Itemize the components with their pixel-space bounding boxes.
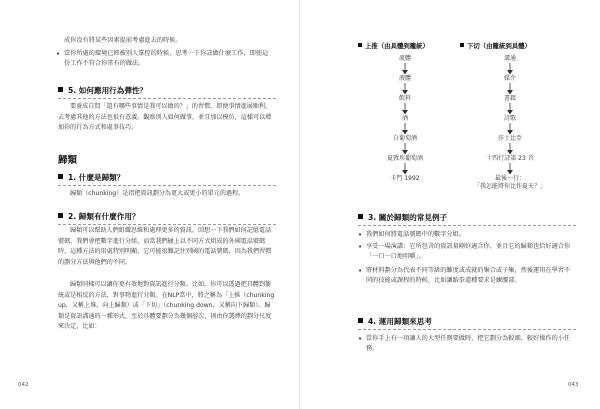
section-heading: 1. 什麼是歸類？ [58, 172, 124, 184]
section-heading: 2. 歸類有什麼作用？ [58, 211, 140, 223]
chain-node: 流體 [398, 55, 411, 62]
chain-node: 書籍 [503, 95, 516, 102]
bullet-item: • 將材料劃分為代表不同等級的難度或成就的集合或子集，然後運用在學習不同的技能或課程的時候，比如讓跆拳道種要求是練腰部。 [358, 267, 571, 284]
arrow-down-icon [505, 163, 515, 175]
page-number: 043 [568, 382, 579, 388]
dashed-rule [358, 225, 576, 226]
square-bullet-icon [358, 43, 362, 47]
arrow-down-icon [505, 103, 515, 115]
bullet-dot-icon: • [358, 267, 363, 275]
square-bullet-icon [58, 213, 63, 218]
bullet-item: • 我們如何將電話號碼中的數字分組。 [358, 231, 465, 239]
arrow-down-icon [505, 83, 515, 95]
chain-node: 白葡萄酒 [392, 135, 417, 142]
chain-node: 夏敦埃葡萄酒 [386, 155, 423, 162]
bullet-dot-icon: • [358, 231, 363, 239]
arrow-down-icon [400, 123, 410, 135]
arrow-down-icon [505, 123, 515, 135]
paragraph: 要養成自問「還有哪些事情是我可以做的？」的習慣，即便事情進展順利，去考慮其他的方法也很有意義。觀察別人如何做事，並且加以模仿，這樣可以增加你的行為方式和處事技巧。 [58, 103, 272, 132]
bullet-item: • 當你手上有一項讓人的大型任務要做時，把它劃分為較細、較好操作的小任務。 [358, 335, 571, 352]
square-bullet-icon [358, 318, 363, 323]
section-heading: 5. 如何應用行為彈性？ [58, 85, 147, 97]
bullet-dot-icon: • [358, 335, 363, 343]
chapter-title: 歸類 [58, 155, 78, 166]
square-bullet-icon [58, 87, 63, 92]
arrow-down-icon [505, 63, 515, 75]
bullet-dot-icon: • [358, 243, 363, 251]
arrow-down-icon [505, 143, 515, 155]
chunk-down-chain [450, 55, 570, 191]
bullet-item: • 當你所處的環境已經被別人掌控的時候，思考一下你該做什麼工作，即使這份工作不符合你常有的做法。 [56, 50, 269, 67]
chain-node: 液體 [398, 75, 411, 82]
arrow-down-icon [400, 143, 410, 155]
chain-node: 最後一行： [494, 175, 525, 182]
bullet-dot-icon: • [56, 50, 61, 58]
arrow-down-icon [400, 103, 410, 115]
arrow-down-icon [400, 83, 410, 95]
right-page [300, 0, 600, 409]
chain-node: 飲料 [398, 95, 411, 102]
chunk-down-header: 下切（由籠統到具體） [460, 41, 531, 50]
dashed-rule [358, 329, 576, 330]
dashed-rule [58, 224, 276, 225]
chain-node: 卡門 1992 [390, 175, 420, 182]
paragraph: 歸類同樣可以讓你更有效地對資訊進行分類。比如，你可以透過把具體到籠統或是相反的方法，對事物進行分類。在NLP當中，將之稱為「上推（chunking up，又稱上堆、向上歸類）或「下切」（chunking down，又稱向下歸類）。歸類是資訊溝通的一種形式，至於具體要劃分為幾個層次，則由你選擇的劃分尺度來決定，比如： [58, 281, 275, 331]
chain-node: 酒 [401, 115, 408, 122]
bullet-item: • 享受一場演講：它所包含的資訊量剛好適合你，並且它的歸類也恰好適合你「一口一口地咀嚼」。 [358, 243, 571, 260]
chunk-up-header: 上推（由具體到籠統） [358, 41, 429, 50]
arrow-down-icon [400, 63, 410, 75]
bullet-item: 成你沒有將某些因素提前考慮進去的時候。 [64, 37, 182, 44]
page-number: 042 [18, 382, 29, 388]
section-heading: 3. 關於歸類的常見例子 [358, 212, 447, 224]
dashed-rule [58, 185, 276, 186]
chain-node: 詩歌 [503, 115, 516, 122]
square-bullet-icon [358, 214, 363, 219]
dashed-rule [58, 98, 276, 99]
paragraph: 歸類可以幫助人們組織思維和處理更多的資訊。回想一下我們如何記憶電話號碼，我們會把數字進行分組，而當我們碰上以不同方式組成的外國電話號碼時，這種方法的用處特別明顯，它可能很難記住別國的電話號碼，因為我們習慣的劃分方法與他們的不同。 [58, 227, 272, 266]
section-heading: 4. 運用歸類來思考 [358, 316, 432, 328]
chain-node: 媒介 [503, 75, 516, 82]
chain-node: 十四行詩第 23 首 [486, 155, 534, 162]
chunk-up-chain [355, 55, 455, 183]
square-bullet-icon [460, 43, 464, 47]
square-bullet-icon [58, 174, 63, 179]
chain-node: 莎士比亞 [497, 135, 522, 142]
paragraph: 歸類（chunking）是指把資訊劃分為更大或更小的單元的過程。 [70, 190, 245, 197]
chain-node: 溝通 [503, 55, 516, 62]
arrow-down-icon [400, 163, 410, 175]
chain-node: 「我怎能將你比作夏天？」 [473, 183, 546, 190]
